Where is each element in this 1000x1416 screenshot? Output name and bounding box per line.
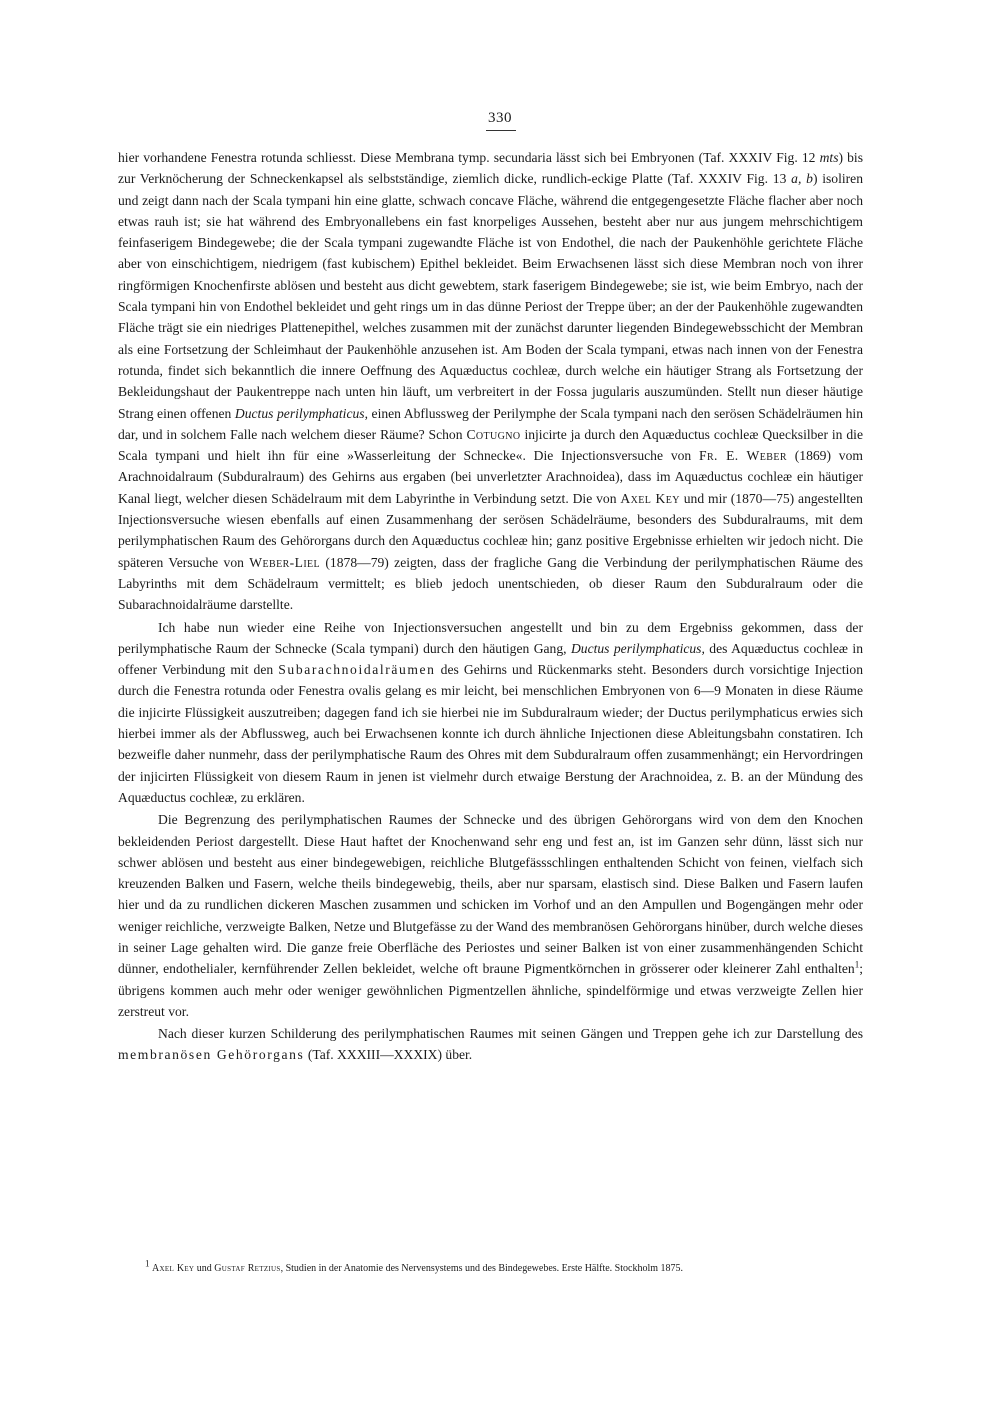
author-name: Gustaf Retzius [214,1263,281,1274]
paragraph-1: hier vorhandene Fenestra rotunda schliesst. Diese Membrana tymp. secundaria lässt sich bei Embryonen (Taf. XXXIV Fig. 12 mts) bis zur Verknöcherung der Schneckenkapsel als selbstständige, ziemlich dicke, rundlich-eckige Platte (Taf. XXXIV Fig. 13 a, b) isoliren und zeigt dann nach der Scala tympani hin eine glatte, schwach concave Fläche, während die entgegengesetzte Fläche flacher aber noch etwas rauh ist; sie hat während des Embryonallebens ein fast knorpeliges Aussehen, besteht aber nur aus jungem mehrschichtigem feinfaserigem Bindegewebe; die der Scala tympani zugewandte Fläche ist von Endothel, die nach der Paukenhöhle gerichtete Fläche aber von einschichtigem, niedrigem (fast kubischem) Epithel bekleidet. Beim Erwachsenen lässt sich diese Membran noch von ihrer ringförmigen Knochenfirste ablösen und besteht aus dicht gewebtem, stark faserigem Bindegewebe; sie ist, wie beim Embryo, nach der Scala tympani hin von Endothel bekleidet und geht rings um in das dünne Periost der Treppe über; an der der Paukenhöhle zugewandten Fläche trägt sie ein niedriges Plattenepithel, welches zusammen mit der zunächst darunter liegenden Bindegewebsschicht der Membran als eine Fortsetzung der Schleimhaut der Paukenhöhle anzusehen ist. Am Boden der Scala tympani, etwas nach innen von der Fenestra rotunda, findet sich bekanntlich die innere Oeffnung des Aquæductus cochleæ, durch welche ein häutiger Strang als Fortsetzung der Bekleidungshaut der Paukentreppe nach unten hin läuft, um verbreitert in der Fossa jugularis auszumünden. Stellt nun dieser häutige Strang einen offenen Ductus perilymphaticus, einen Abflussweg der Perilymphe der Scala tympani nach den serösen Schädelräumen hin dar, und in solchem Falle nach welchem dieser Räume? Schon Cotugno injicirte ja durch den Aquæductus cochleæ Quecksilber in die Scala tympani und hielt ihn für eine »Wasserleitung der Schnecke«. Die Injectionsversuche von Fr. E. Weber (1869) vom Arachnoidalraum (Subduralraum) des Gehirns aus ergaben (bei unverletzter Arachnoidea), dass im Aquæductus cochleæ ein häutiger Kanal liegt, welcher diesen Schädelraum mit dem Labyrinthe in Verbindung setzt. Die von Axel Key und mir (1870—75) angestellten Injectionsversuche wiesen ebenfalls auf einen Zusammenhang der serösen Schädelräume, besonders des Subduralraums, mit dem perilymphatischen Raum des Gehörorgans durch den Aquæductus cochleæ hin; ganz positive Ergebnisse erhielten wir jedoch nicht. Die späteren Versuche von Weber-Liel (1878—79) zeigten, dass der fragliche Gang die Verbindung der perilymphatischen Räume des Labyrinths mit dem Schädelraum vermittelt; es blieb jedoch unentschieden, ob dieser Raum den Subduralraum oder die Subarachnoidalräume darstellte. [118,150,864,613]
footnote-reference[interactable]: 1 [854,959,860,970]
footnote: $^1$ Axel Key und Gustaf Retzius, Studien in der Anatomie des Nervensystems und des Bindegewebes. Erste Hälfte. Stockholm 1875. [145,1258,684,1274]
spaced-emphasis: membranösen Gehörorgans [118,1047,305,1063]
author-name: Axel Key [152,1263,195,1274]
spaced-emphasis: Subarachnoidalräumen [278,662,436,678]
paragraph-4: Nach dieser kurzen Schilderung des perilymphatischen Raumes mit seinen Gängen und Treppen gehe ich zur Darstellung des membranösen Gehörorgans (Taf. XXXIII—XXXIX) über. [118,1026,863,1063]
body-text [118,147,863,1066]
page-number: 330 [488,110,512,126]
page-number-rule [486,130,516,131]
author-name: Axel Key [620,490,680,506]
footnote-mark: 1 [145,1258,150,1269]
paragraph-3: Die Begrenzung des perilymphatischen Raumes der Schnecke und des übrigen Gehörorgans wird von dem den Knochen bekleidenden Periost dargestellt. Diese Haut haftet der Knochenwand sehr eng und fest an, ist im Ganzen sehr dünn, lässt sich nur schwer ablösen und besteht aus einer bindegewebigen, reichliche Blutgefässschlingen enthaltenden Schicht von feinen, vielfach sich kreuzenden Balken und Fasern, welche theils bindegewebig, theils, aber nur sparsam, elastisch sind. Diese Balken und Fasern laufen hier und da zu rundlichen dickeren Maschen zusammen und schicken im Vorhof und an den Ampullen und Bogengängen mehr oder weniger reichliche, verzweigte Balken, Netze und Blutgefässe zu der Wand des membranösen Gehörorgans hinüber, durch welche dieses in seiner Lage gehalten wird. Die ganze freie Oberfläche des Periostes und seiner Balken ist von einer zusammenhängenden Schicht dünner, endothelialer, kernführender Zellen bekleidet, welche oft braune Pigmentkörnchen in grösserer oder kleinerer Zahl enthalten$^1$; übrigens kommen auch mehr oder weniger gewöhnlichen Pigmentzellen ähnliche, spindelförmige und etwas verzweigte Zellen hier zerstreut vor. [118,812,863,1019]
paragraph-2: Ich habe nun wieder eine Reihe von Injectionsversuchen angestellt und bin zu dem Ergebniss gekommen, dass der perilymphatische Raum der Schnecke (Scala tympani) durch den häutigen Gang, Ductus perilymphaticus, des Aquæductus cochleæ in offener Verbindung mit den Subarachnoidalräumen des Gehirns und Rückenmarks steht. Besonders durch vorsichtige Injection durch die Fenestra rotunda oder Fenestra ovalis gelang es mir leicht, bei menschlichen Embryonen von 6—9 Monaten in diese Räume die injicirte Flüssigkeit auszutreiben; dagegen fand ich sie hierbei nie im Subduralraum wieder; der Ductus perilymphaticus erwies sich hierbei immer als der Abflussweg, auch bei Erwachsenen konnte ich durch ähnliche Injectionen diese Ableitungsbahn constatiren. Ich bezweifle daher nunmehr, dass der perilymphatische Raum des Ohres mit dem Subduralraum offen zusammenhängt; ein Hervordringen der injicirten Flüssigkeit von diesem Raum in jenen ist vielmehr durch etwaige Berstung der Arachnoidea, z. B. an der Mündung des Aquæductus cochleæ, zu erklären. [118,619,863,805]
author-name: Cotugno [466,426,521,442]
author-name: Fr. E. Weber [699,448,787,464]
author-name: Weber-Liel [249,554,321,570]
